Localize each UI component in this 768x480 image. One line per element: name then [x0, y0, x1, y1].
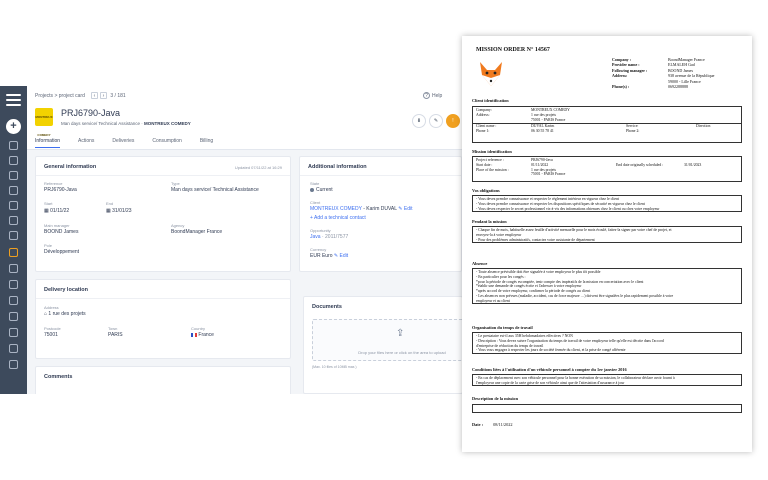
date-line [472, 422, 513, 427]
updated-timestamp: Updated 07/11/22 at 16:29 [234, 165, 282, 170]
text-line: *après accord de votre employeur, confirmer la période de congés au client [476, 289, 591, 294]
text-line: *pour la période de congés escomptée, tenir compte des impératifs de la mission en concertation avec le client [476, 279, 644, 284]
opportunity-value [310, 234, 348, 240]
edit-label: Edit [403, 206, 413, 212]
text-line: - En cas de déplacement avec son véhicule personnel pour la bonne exécution de sa mission, le collaborateur déclare avoir fourni à [476, 376, 675, 380]
sidebar-item-cart-icon[interactable] [9, 344, 18, 353]
absence-section-title: Absence [472, 261, 488, 266]
card-title: Delivery location [44, 287, 89, 293]
help-button[interactable] [423, 92, 442, 99]
text-line: - Les absences non prévues (maladie, accident, cas de force majeure …) doivent être signalées le plus rapidement possible à votre [476, 293, 674, 298]
client-row: Client name : DUVAL Karim Service: Direction [476, 124, 711, 129]
fox-logo-icon [476, 59, 506, 89]
dropzone-text: Drop your files here or click on the area to upload [358, 350, 446, 355]
text-line: d'entreprise de réduction du temps de travail [476, 343, 544, 348]
text-line: envoyez-la à votre employeur [476, 232, 522, 237]
town-label: Town [108, 326, 118, 331]
vehicule-box [472, 374, 742, 386]
sidebar-item-products-icon[interactable] [9, 312, 18, 321]
edit-currency-button[interactable]: ✎ Edit [333, 253, 349, 259]
tab-information[interactable]: Information [35, 138, 60, 148]
france-flag-icon [191, 333, 197, 337]
obligations-box [472, 195, 742, 212]
provider-info [612, 57, 714, 89]
country-label: Country [191, 326, 206, 331]
max-size-note: (Max. 10 files of 10MB max.) [312, 365, 357, 369]
end-date: 31/01/23 [112, 208, 132, 214]
end-label: End [106, 201, 114, 206]
record-position: 3 / 181 [110, 92, 126, 99]
tab-bar [35, 138, 231, 148]
obligations-section-title: Vos obligations [472, 188, 500, 193]
sidebar-item-opportunities-icon[interactable] [9, 216, 18, 225]
postcode-value: 75001 [44, 332, 58, 338]
project-subtitle [61, 121, 191, 126]
help-label: Help [432, 93, 443, 99]
text-line: - Vous vous engagez à respecter les jours de société fermée du client, et la prise de congé afférente [476, 348, 626, 353]
page-title: PRJ6790-Java [61, 108, 121, 118]
text-line: - Vous devez prendre connaissance et respecter le règlement intérieur en vigueur chez le client [476, 197, 620, 201]
client-link[interactable]: MONTREUX COMEDY [310, 206, 362, 212]
mission-row: 75001 - PARIS France [531, 172, 566, 177]
description-section-title: Description de la mission [472, 396, 518, 401]
help-icon: ? [423, 92, 430, 99]
client-logo: MONTREUX COMEDY [35, 108, 53, 126]
sidebar-item-home-icon[interactable] [9, 141, 18, 150]
sidebar-item-purchases-icon[interactable] [9, 328, 18, 337]
mission-row: Place of the mission : 1 rue des projets [476, 167, 556, 172]
postcode-label: Postcode [44, 326, 61, 331]
documents-card [303, 296, 463, 394]
provider-row: Company : BoondManager France [612, 57, 705, 62]
state-text: Current [316, 187, 333, 193]
tab-consumption[interactable]: Consumption [152, 138, 182, 144]
text-line: employeur et au client [476, 298, 510, 303]
currency-label: Currency [310, 247, 327, 252]
address-label: Address [44, 305, 59, 310]
text-line: - Le prestataire est-il aux 35H hebdomadaires effectives ? NON [476, 334, 573, 338]
text-line: l'employeur une copie de la carte grise de son véhicule ainsi que de l'attestation d'assurance à jour [476, 380, 625, 385]
country-value [191, 332, 214, 338]
additional-information-card [299, 156, 462, 272]
sidebar-item-projects-icon[interactable] [9, 248, 18, 257]
file-dropzone[interactable] [312, 319, 468, 361]
client-row: Company: MONTREUX COMEDY [476, 108, 570, 112]
project-type: Man days service/ Technical Assistance · [61, 121, 144, 126]
reference-value: PRJ6790-Java [44, 187, 77, 193]
divider [36, 298, 290, 299]
main-manager-value: BOOND James [44, 229, 79, 235]
home-icon: ⌂ [44, 311, 48, 317]
vehicule-section-title: Conditions liées à l'utilisation d'un véhicule personnel à compter du 1er janvier 2016 [472, 367, 627, 372]
text-line: - En particulier pour les congés : [476, 274, 526, 279]
comments-card [35, 366, 291, 394]
text-line: - Description : Vous devez suivre l'organisation du temps de travail de votre employeur telle qu'elle est décrite dans l'accord [476, 338, 664, 343]
hamburger-menu-icon[interactable] [6, 94, 21, 106]
client-label: Client [310, 200, 321, 205]
client-row: Address: 1 rue des projets [476, 112, 556, 117]
provider-row: Phone(s) : 0692288888 [612, 84, 688, 90]
mission-section-title: Mission identification [472, 149, 512, 154]
reference-label: Reference [44, 181, 63, 186]
description-box [472, 404, 742, 413]
client-row: 75001 - PARIS France [531, 117, 566, 122]
text-line: - Toute absence prévisible doit être signalée à votre employeur le plus tôt possible [476, 270, 601, 274]
add-icon[interactable]: + [6, 119, 21, 134]
text-line: - Vous devez respecter le secret professionnel vis-à-vis des informations obtenues chez le client ou chez votre employeur [476, 206, 660, 211]
card-title: Additional information [308, 164, 367, 170]
address-text: 1 rue des projets [48, 311, 86, 317]
upload-icon: ⇪ [396, 328, 405, 339]
state-value [310, 187, 333, 193]
record-pager [91, 92, 126, 99]
tab-actions[interactable]: Actions [78, 138, 95, 144]
agency-value: BoondManager France [171, 229, 223, 235]
provider-row: Provider name : ELMALEH Gad [612, 62, 695, 68]
sidebar [0, 86, 27, 394]
state-dot-icon [310, 188, 314, 192]
end-value: ▦ 31/01/23 [106, 208, 132, 214]
client-box [472, 106, 742, 143]
date-value: 08/11/2022 [493, 422, 513, 427]
app-screenshot [0, 86, 468, 394]
organisation-section-title: Organisation du temps de travail [472, 325, 533, 330]
main-content [27, 86, 468, 394]
start-label: Start [44, 201, 53, 206]
organisation-box [472, 332, 742, 354]
address-value [44, 311, 86, 317]
divider [36, 175, 290, 176]
client-contact[interactable]: - Karim DUVAL [361, 206, 397, 212]
mission-box [472, 156, 742, 182]
card-title: Comments [44, 374, 73, 380]
prev-record-button[interactable]: ‹ [91, 92, 98, 99]
country-text: France [198, 332, 214, 338]
provider-row: Following manager : BOOND James [612, 67, 693, 73]
sidebar-item-settings-icon[interactable] [9, 231, 18, 240]
client-section-title: Client identification [472, 98, 509, 103]
sidebar-item-billing-icon[interactable] [9, 280, 18, 289]
alert-icon[interactable]: ! [446, 114, 460, 128]
next-record-button[interactable]: › [100, 92, 107, 99]
project-client[interactable]: MONTREUX COMEDY [143, 121, 191, 126]
edit-icon[interactable]: ✎ [429, 114, 443, 128]
sidebar-item-resources-icon[interactable] [9, 186, 18, 195]
header-actions [412, 109, 463, 128]
town-value: PARIS [108, 332, 123, 338]
pendant-section-title: Pendant la mission [472, 219, 507, 224]
tab-deliveries[interactable]: Deliveries [112, 138, 135, 144]
pole-label: Pole [44, 243, 53, 248]
start-date: 01/11/22 [50, 208, 70, 214]
agency-label: Agency [171, 223, 185, 228]
text-line: - Vous devez prendre connaissance et respecter les dispositions spécifiques de sécurité en vigueur chez le client [476, 201, 645, 206]
pole-value: Développement [44, 249, 80, 255]
add-technical-contact-link[interactable]: + Add a technical contact [310, 215, 366, 221]
sidebar-item-candidates-icon[interactable] [9, 201, 18, 210]
opportunity-link[interactable]: Java [310, 234, 321, 240]
mission-row: Project reference : PRJ6790-Java [476, 158, 553, 162]
edit-client-button[interactable]: ✎ Edit [398, 206, 413, 212]
edit-label: Edit [339, 253, 349, 259]
card-title: Documents [312, 304, 342, 310]
text-line: - Chaque fin de mois, habituelle assez feuille d'activité mensuelle pour le mois écoulé, faites-la signer par votre chef de projet, et [476, 228, 672, 232]
absence-box [472, 268, 742, 304]
project-header [27, 86, 468, 150]
document-title: MISSION ORDER N° 14567 [476, 47, 550, 53]
divider [300, 175, 461, 176]
download-icon[interactable]: ⬇ [412, 114, 426, 128]
date-label: Date : [472, 422, 484, 427]
client-row: Phone 1: 06 30 55 78 41 Phone 2: [476, 129, 640, 134]
text-line: - Pour des problèmes administratifs, contactez votre assistante de département [476, 237, 595, 242]
pendant-box [472, 226, 742, 243]
opportunity-label: Opportunity [310, 228, 331, 233]
card-title: General information [44, 164, 97, 170]
delivery-location-card [35, 279, 291, 359]
state-label: State [310, 181, 320, 186]
sidebar-item-apps-icon[interactable] [9, 360, 18, 369]
sidebar-item-times-icon[interactable] [9, 264, 18, 273]
breadcrumb[interactable]: Projects > project card [35, 93, 85, 99]
opportunity-ref: · 2011/7577 [320, 234, 349, 240]
text-line: *établir une demande de congés écrite et l'adresser à votre employeur [476, 284, 582, 289]
sidebar-item-dashboard-icon[interactable] [9, 156, 18, 165]
mission-order-document [462, 36, 752, 452]
provider-row: Address: 938 avenue de la République [612, 73, 715, 79]
currency-text: EUR Euro [310, 253, 333, 259]
type-value: Man days service/ Technical Assistance [171, 187, 259, 193]
type-label: Type [171, 181, 180, 186]
start-value: ▦ 01/11/22 [44, 208, 70, 214]
client-value [310, 206, 412, 212]
currency-value [310, 253, 348, 259]
tab-billing[interactable]: Billing [199, 138, 214, 144]
sidebar-item-reports-icon[interactable] [9, 296, 18, 305]
provider-row: 59000 - Lille France [668, 78, 701, 84]
mission-row: Start date : 01/11/2022 End date originally scheduled : 31/01/2023 [476, 162, 702, 167]
general-information-card [35, 156, 291, 272]
main-manager-label: Main manager [44, 223, 70, 228]
sidebar-item-contacts-icon[interactable] [9, 171, 18, 180]
